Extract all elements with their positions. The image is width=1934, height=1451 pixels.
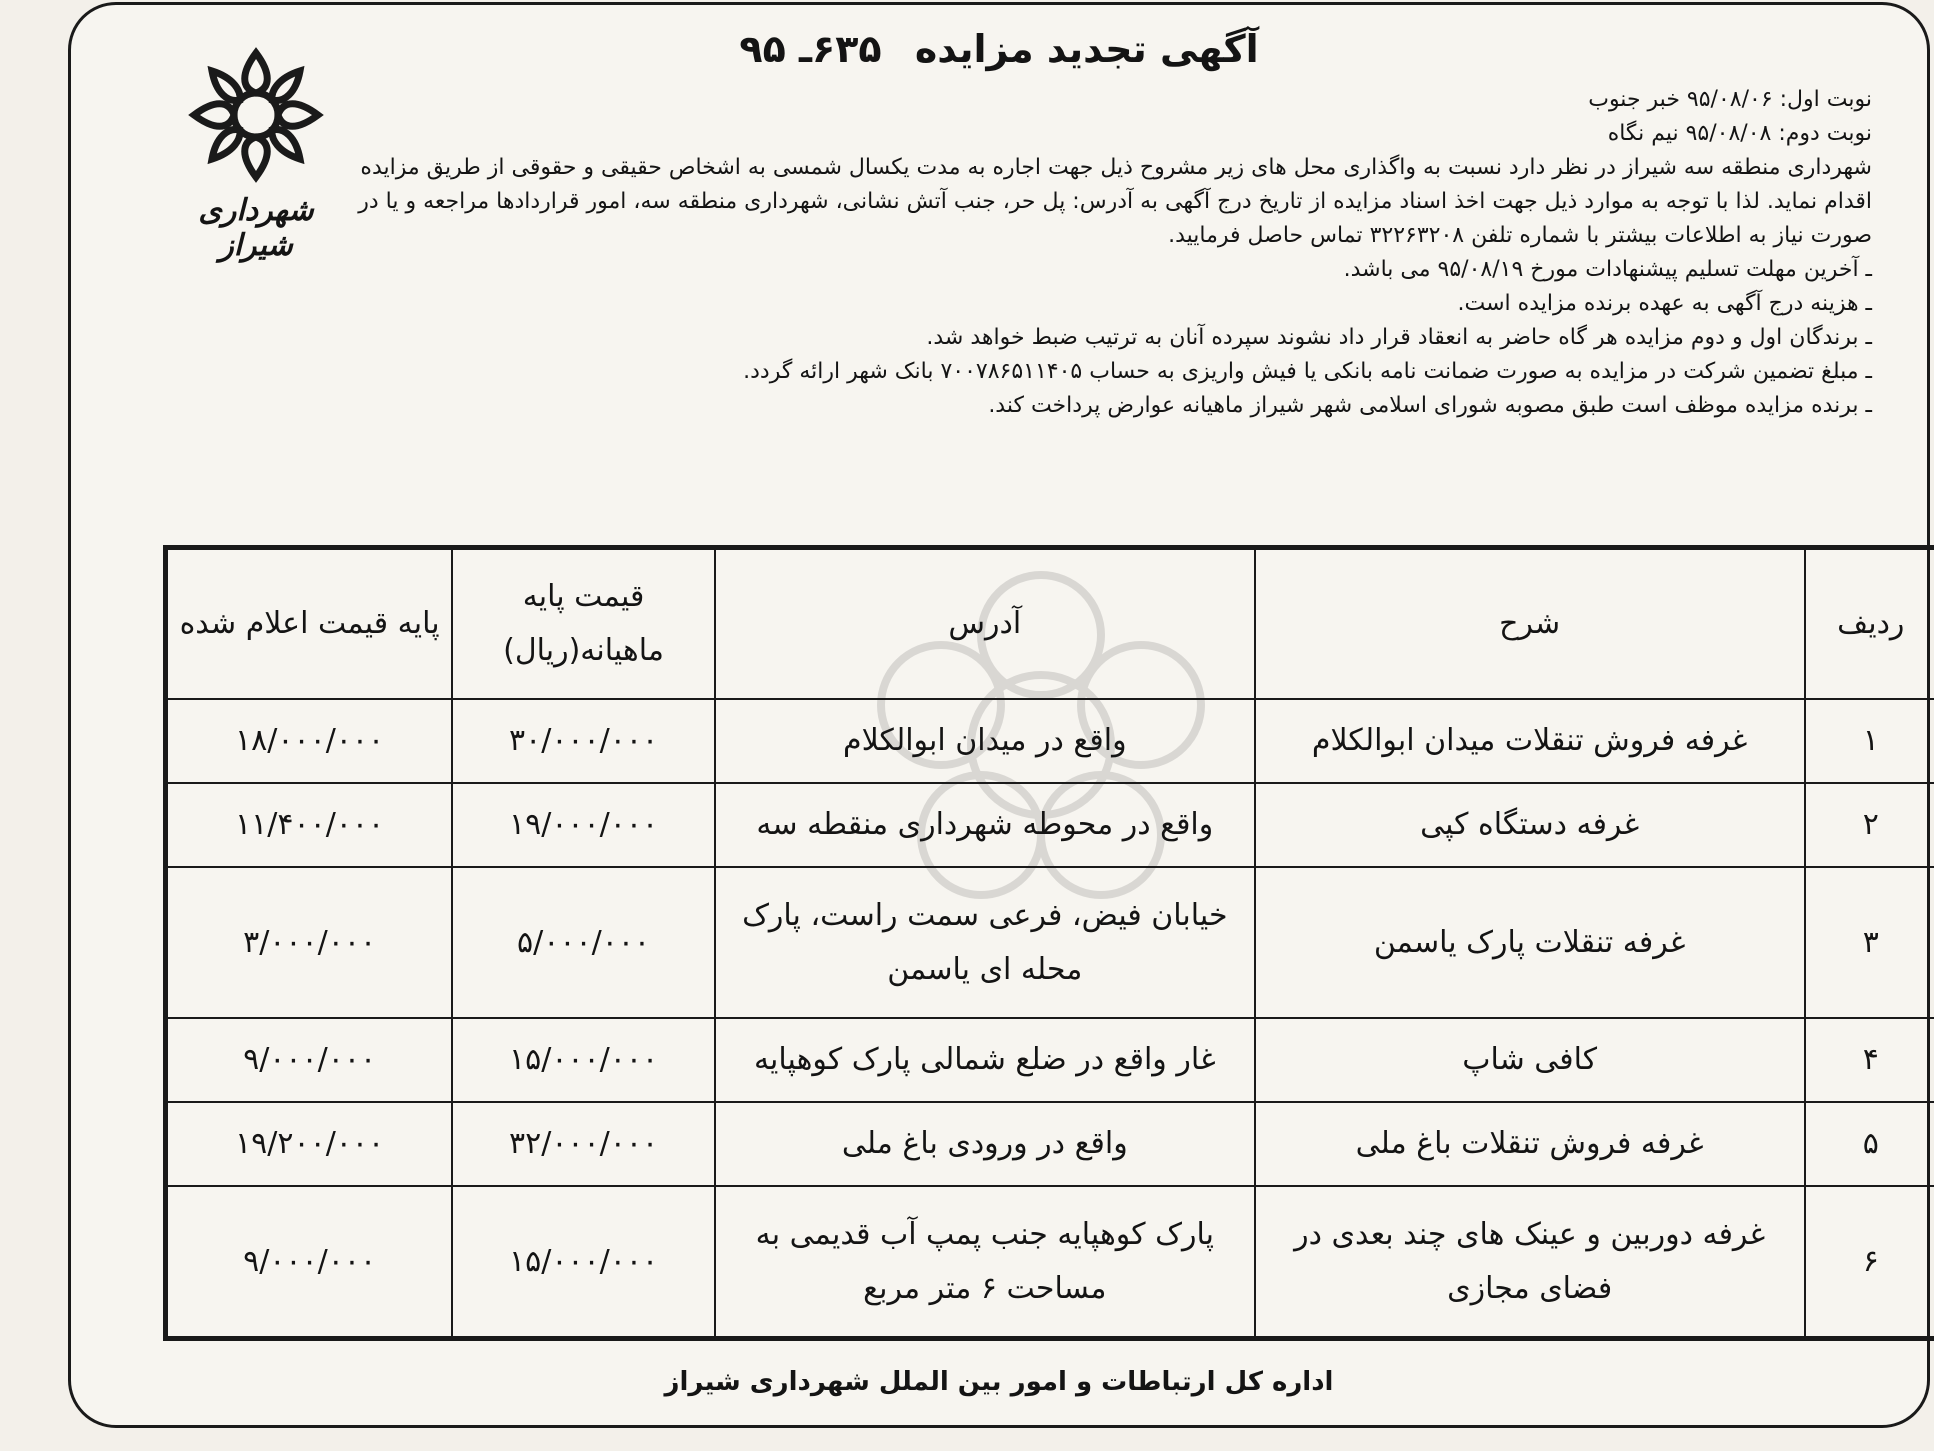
notice-number: ۶۳۵ـ ۹۵ [739, 27, 882, 71]
cell-description: غرفه فروش تنقلات باغ ملی [1255, 1102, 1805, 1186]
table-row [167, 699, 1934, 783]
cell-address: غار واقع در ضلع شمالی پارک کوهپایه [715, 1018, 1255, 1102]
cell-base-price: ۱۵/۰۰۰/۰۰۰ [452, 1018, 715, 1102]
cell-address: واقع در ورودی باغ ملی [715, 1102, 1255, 1186]
intro-paragraph: شهرداری منطقه سه شیراز در نظر دارد نسبت به واگذاری محل های زیر مشروح ذیل جهت اجاره به مدت یکسال شمسی به اشخاص حقیقی و حقوقی از طریق مزایده اقدام نماید. لذا با توجه به موارد ذیل جهت اخذ اسناد مزایده از تاریخ درج آگهی به آدرس: پل حر، جنب آتش نشانی، شهرداری منطقه سه، امور قراردادها مراجعه و یا در صورت نیاز به اطلاعات بیشتر با شماره تلفن ۳۲۲۶۳۲۰۸ تماس حاصل فرمایید. [358, 155, 1872, 248]
condition-item: ـ برنده مزایده موظف است طبق مصوبه شورای اسلامی شهر شیراز ماهیانه عوارض پرداخت کند. [988, 393, 1872, 418]
cell-row-number: ۳ [1805, 867, 1934, 1018]
header-announced-price: پایه قیمت اعلام شده [167, 549, 452, 699]
cell-address: واقع در محوطه شهرداری منقطه سه [715, 783, 1255, 867]
header-row-number: ردیف [1805, 549, 1934, 699]
cell-announced-price: ۱۹/۲۰۰/۰۰۰ [167, 1102, 452, 1186]
cell-row-number: ۶ [1805, 1186, 1934, 1337]
condition-item: ـ برندگان اول و دوم مزایده هر گاه حاضر به انعقاد قرار داد نشوند سپرده آنان به ترتیب ضبط خواهد شد. [926, 325, 1872, 350]
cell-announced-price: ۳/۰۰۰/۰۰۰ [167, 867, 452, 1018]
publication-second: نوبت دوم: ۹۵/۰۸/۰۸ نیم نگاه [1607, 121, 1872, 146]
condition-item: ـ هزینه درج آگهی به عهده برنده مزایده است. [1457, 291, 1872, 316]
cell-announced-price: ۹/۰۰۰/۰۰۰ [167, 1018, 452, 1102]
table-header-row [167, 549, 1934, 699]
notice-title [71, 27, 1927, 71]
publication-first: نوبت اول: ۹۵/۰۸/۰۶ خبر جنوب [1588, 87, 1872, 112]
condition-item: ـ آخرین مهلت تسلیم پیشنهادات مورخ ۹۵/۰۸/۱۹ می باشد. [1343, 257, 1872, 282]
logo-wordmark: شهرداری شیراز [198, 193, 314, 263]
cell-announced-price: ۹/۰۰۰/۰۰۰ [167, 1186, 452, 1337]
cell-address: خیابان فیض، فرعی سمت راست، پارک محله ای یاسمن [715, 867, 1255, 1018]
header-address: آدرس [715, 549, 1255, 699]
auction-table [163, 545, 1934, 1341]
cell-row-number: ۲ [1805, 783, 1934, 867]
cell-description: غرفه تنقلات پارک یاسمن [1255, 867, 1805, 1018]
table-row [167, 1186, 1934, 1337]
cell-announced-price: ۱۸/۰۰۰/۰۰۰ [167, 699, 452, 783]
cell-base-price: ۵/۰۰۰/۰۰۰ [452, 867, 715, 1018]
condition-item: ـ مبلغ تضمین شرکت در مزایده به صورت ضمانت نامه بانکی یا فیش واریزی به حساب ۷۰۰۷۸۶۵۱۱۴۰۵ بانک شهر ارائه گردد. [743, 359, 1872, 384]
table-row [167, 1102, 1934, 1186]
cell-description: غرفه دستگاه کپی [1255, 783, 1805, 867]
table-row [167, 1018, 1934, 1102]
cell-address: پارک کوهپایه جنب پمپ آب قدیمی به مساحت ۶ متر مربع [715, 1186, 1255, 1337]
cell-address: واقع در میدان ابوالکلام [715, 699, 1255, 783]
notice-body [341, 83, 1872, 423]
footer-issuer: اداره کل ارتباطات و امور بین الملل شهرداری شیراز [664, 1367, 1334, 1397]
cell-announced-price: ۱۱/۴۰۰/۰۰۰ [167, 783, 452, 867]
cell-description: غرفه دوربین و عینک های چند بعدی در فضای مجازی [1255, 1186, 1805, 1337]
table-row [167, 867, 1934, 1018]
cell-description: کافی شاپ [1255, 1018, 1805, 1102]
notice-title-text: آگهی تجدید مزایده [914, 27, 1259, 71]
cell-description: غرفه فروش تنقلات میدان ابوالکلام [1255, 699, 1805, 783]
flower-emblem-icon [171, 43, 341, 193]
cell-base-price: ۱۵/۰۰۰/۰۰۰ [452, 1186, 715, 1337]
header-base-price: قیمت پایه ماهیانه(ریال) [452, 549, 715, 699]
cell-row-number: ۴ [1805, 1018, 1934, 1102]
cell-row-number: ۵ [1805, 1102, 1934, 1186]
cell-base-price: ۳۲/۰۰۰/۰۰۰ [452, 1102, 715, 1186]
shiraz-municipality-logo [171, 43, 341, 263]
cell-base-price: ۳۰/۰۰۰/۰۰۰ [452, 699, 715, 783]
cell-base-price: ۱۹/۰۰۰/۰۰۰ [452, 783, 715, 867]
notice-frame [68, 2, 1930, 1428]
header-description: شرح [1255, 549, 1805, 699]
cell-row-number: ۱ [1805, 699, 1934, 783]
table-row [167, 783, 1934, 867]
